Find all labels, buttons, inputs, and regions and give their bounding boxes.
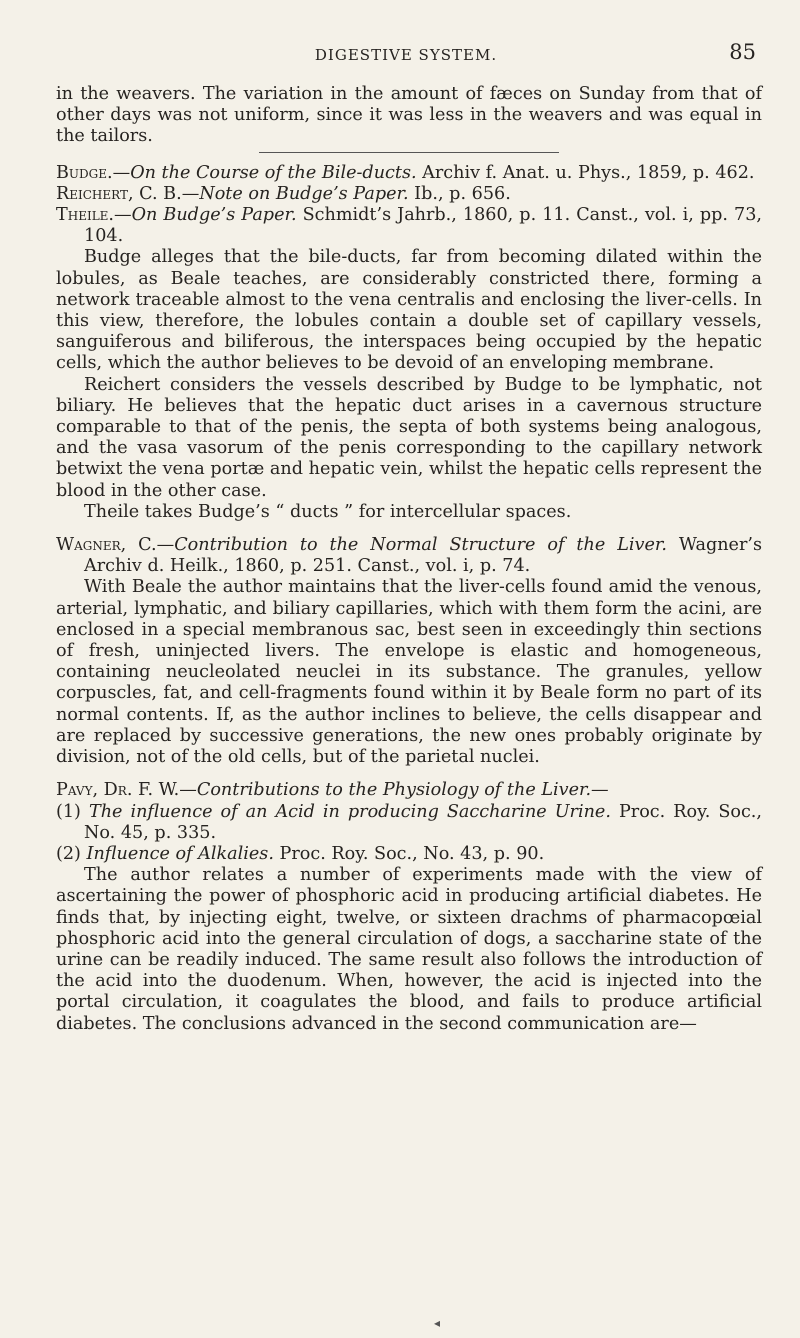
ref-separator: — — [179, 780, 197, 801]
reference-pavy-item-2 — [56, 844, 762, 865]
item-number: (1) — [56, 801, 89, 822]
ref-separator: — — [114, 205, 132, 226]
ref-separator: — — [112, 162, 131, 183]
ref-title: On Budge’s Paper. — [131, 205, 297, 226]
reference-wagner — [56, 535, 762, 577]
ref-title: The influence of an Acid in producing Saccharine Urine. — [88, 801, 611, 822]
ref-title: Influence of Alkalies. — [86, 843, 274, 864]
footer-mark: ◂ — [434, 1316, 441, 1330]
section-divider — [259, 152, 559, 153]
ref-title: Contribution to the Normal Structure of the Liver. — [174, 535, 667, 556]
ref-title: Contributions to the Physiology of the Liver.— — [196, 780, 609, 801]
abstract-paragraph: Budge alleges that the bile-ducts, far from becoming dilated within the lobules, as Beale teaches, are considerably constricted there, forming a network traceable almost to the vena centralis and enclosing the liver-cells. In this view, therefore, the lobules contain a double set of capillary vessels, sanguiferous and biliferous, the interspaces being occupied by the hepatic cells, which the author believes to be devoid of an enveloping membrane. — [56, 247, 762, 374]
abstract-paragraph: Theile takes Budge’s “ ducts ” for intercellular spaces. — [84, 501, 572, 522]
section-gap — [56, 768, 762, 780]
ref-author: Budge. — [56, 162, 113, 183]
abstract-paragraph: The author relates a number of experiments made with the view of ascertaining the power of phosphoric acid in producing artificial diabetes. He finds that, by injecting eight, twelve, or sixteen drachms of pharmacopœial phosphoric acid into the general circulation of dogs, a saccharine state of the urine can be readily induced. The same result also follows the introduction of the acid into the duodenum. When, however, the acid is injected into the portal circulation, it coagulates the blood, and fails to produce artificial diabetes. The conclusions advanced in the second communication are— — [56, 865, 762, 1034]
ref-title: On the Course of the Bile-ducts. — [130, 162, 417, 183]
running-title: DIGESTIVE SYSTEM. — [314, 46, 498, 64]
ref-author: Theile. — [56, 205, 115, 226]
reference-reichert — [56, 184, 762, 205]
ref-source: Archiv f. Anat. u. Phys., 1859, p. 462. — [416, 162, 755, 183]
continuation-paragraph: in the weavers. The variation in the amount of fæces on Sunday from that of other days was not uniform, since it was less in the weavers and was equal in the tailors. — [56, 84, 762, 147]
ref-title: Note on Budge’s Paper. — [199, 183, 409, 204]
ref-source: Ib., p. 656. — [408, 183, 511, 204]
page-number: 85 — [729, 40, 756, 64]
reference-theile — [56, 205, 762, 247]
reference-budge — [56, 163, 762, 184]
ref-source: Proc. Roy. Soc., No. 43, p. 90. — [273, 843, 545, 864]
ref-author: Wagner, C. — [56, 535, 157, 556]
ref-separator: — — [156, 535, 175, 556]
ref-separator: — — [181, 183, 200, 204]
ref-author: Reichert, C. B. — [56, 183, 182, 204]
abstract-paragraph: Reichert considers the vessels described by Budge to be lymphatic, not biliary. He believes that the hepatic duct arises in a cavernous structure comparable to that of the penis, the septa of both systems being analogous, and the vasa vasorum of the penis corresponding to the capillary network betwixt the vena portæ and hepatic vein, whilst the hepatic cells represent the blood in the other case. — [56, 374, 762, 501]
abstract-paragraph: With Beale the author maintains that the liver-cells found amid the venous, arterial, lymphatic, and biliary capillaries, which with them form the acini, are enclosed in a special membranous sac, best seen in exceedingly thin sections of fresh, uninjected livers. The envelope is elastic and homogeneous, containing neucleolated neuclei in its substance. The granules, yellow corpuscles, fat, and cell-fragments found within it by Beale form no part of its normal contents. If, as the author inclines to believe, the cells disappear and are replaced by successive generations, the new ones probably originate by division, not of the old cells, but of the parietal nuclei. — [56, 577, 762, 768]
reference-pavy-item-1 — [56, 802, 762, 844]
reference-pavy — [56, 780, 762, 801]
ref-source: Proc. Roy. Soc., No. 45, p. 335. — [84, 801, 762, 843]
section-gap — [56, 523, 762, 535]
item-number: (2) — [56, 843, 87, 864]
ref-source: Wagner’s Archiv d. Heilk., 1860, p. 251. Canst., vol. i, p. 74. — [84, 535, 762, 577]
ref-source: Schmidt’s Jahrb., 1860, p. 11. Canst., vol. i, pp. 73, 104. — [84, 205, 762, 247]
body-text — [56, 84, 762, 1035]
ref-author: Pavy, Dr. F. W. — [56, 780, 180, 801]
